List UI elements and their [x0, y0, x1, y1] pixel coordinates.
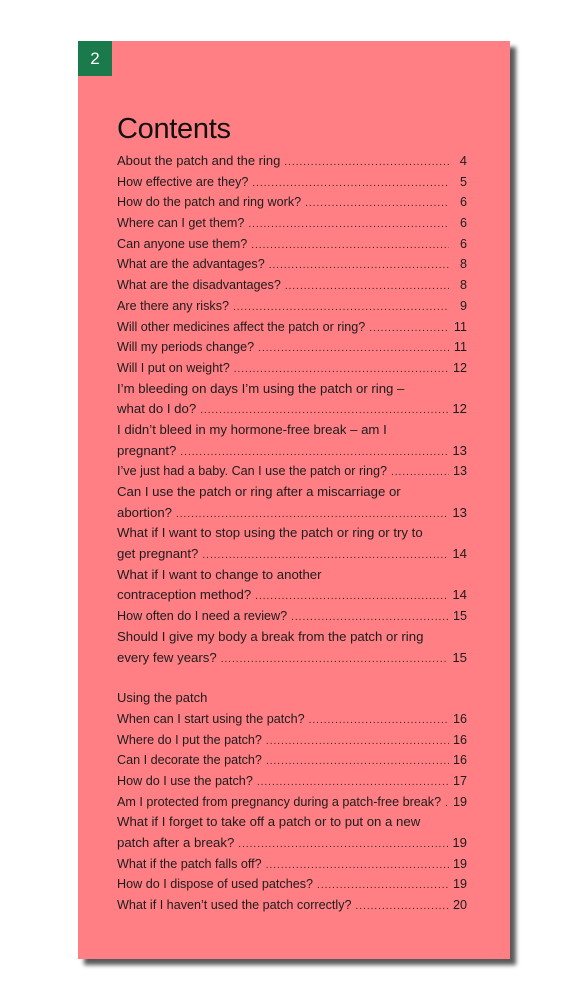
toc-entry[interactable] [117, 895, 467, 916]
toc-entry[interactable] [117, 523, 467, 564]
toc-entry-label: Will my periods change? [117, 340, 255, 355]
table-of-contents [117, 151, 467, 916]
dot-leader [238, 835, 448, 856]
toc-entry-page: 16 [452, 732, 467, 747]
toc-entry[interactable] [117, 358, 467, 379]
dot-leader [305, 194, 449, 215]
toc-entry-label: Where can I get them? [117, 216, 245, 231]
toc-entry-page: 17 [452, 773, 467, 788]
toc-entry[interactable] [117, 172, 467, 193]
dot-leader [233, 298, 449, 319]
dot-leader [266, 752, 449, 773]
dot-leader [258, 339, 449, 360]
dot-leader [445, 794, 449, 815]
toc-entry-page: 19 [452, 856, 467, 871]
dot-leader [251, 236, 449, 257]
toc-entry-label: How effective are they? [117, 174, 249, 189]
dot-leader [221, 650, 449, 671]
toc-entry[interactable] [117, 337, 467, 358]
toc-section-using-patch [117, 709, 467, 916]
toc-entry-page: 6 [459, 236, 467, 251]
toc-entry-label: patch after a break? [117, 835, 235, 850]
toc-entry-line: I didn’t bleed in my hormone-free break – am I [117, 421, 387, 437]
toc-entry-label: How do I dispose of used patches? [117, 877, 314, 892]
toc-entry[interactable] [117, 750, 467, 771]
dot-leader [257, 773, 449, 794]
toc-entry-page: 9 [459, 298, 467, 313]
page-title: Contents [117, 113, 231, 145]
dot-leader [176, 505, 448, 526]
toc-entry[interactable] [117, 874, 467, 895]
section-gap [117, 668, 467, 688]
toc-entry-label: I’ve just had a baby. Can I use the patch or ring? [117, 464, 387, 479]
toc-entry-line: Should I give my body a break from the patch or ring [117, 628, 424, 644]
toc-entry[interactable] [117, 151, 467, 172]
toc-entry-page: 19 [452, 794, 467, 809]
toc-entry-label: get pregnant? [117, 546, 199, 562]
dot-leader [285, 277, 449, 298]
toc-section-title: Using the patch [117, 690, 208, 706]
toc-entry-page: 13 [452, 504, 467, 520]
toc-entry-label: Will I put on weight? [117, 360, 230, 375]
toc-entry-page: 15 [452, 649, 467, 665]
toc-entry[interactable] [117, 254, 467, 275]
toc-entry[interactable] [117, 627, 467, 668]
toc-entry[interactable] [117, 192, 467, 213]
toc-entry-page: 15 [452, 609, 467, 624]
toc-entry-label: Are there any risks? [117, 298, 229, 313]
dot-leader [252, 174, 449, 195]
toc-entry[interactable] [117, 482, 467, 523]
toc-entry-label: What are the advantages? [117, 257, 265, 272]
toc-entry[interactable] [117, 771, 467, 792]
toc-entry[interactable] [117, 234, 467, 255]
toc-entry-line: What if I want to stop using the patch or ring or try to [117, 525, 423, 541]
toc-entry-label: Can anyone use them? [117, 236, 248, 251]
toc-entry-label: What if I haven’t used the patch correctly? [117, 898, 352, 913]
dot-leader [317, 876, 449, 897]
toc-entry[interactable] [117, 317, 467, 338]
toc-entry[interactable] [117, 812, 467, 853]
toc-entry[interactable] [117, 606, 467, 627]
toc-entry-label: pregnant? [117, 442, 177, 458]
toc-entry-page: 6 [459, 195, 467, 210]
toc-entry-label: What are the disadvantages? [117, 278, 281, 293]
toc-entry-page: 11 [453, 340, 467, 355]
toc-entry-label: About the patch and the ring [117, 153, 281, 168]
toc-entry-label: what do I do? [117, 401, 197, 417]
toc-entry-label: abortion? [117, 504, 172, 520]
dot-leader [284, 153, 449, 174]
toc-entry-line: What if I forget to take off a patch or to put on a new [117, 814, 421, 830]
page-number: 2 [90, 48, 100, 68]
toc-entry-page: 12 [452, 360, 467, 375]
toc-entry-page: 8 [459, 257, 467, 272]
toc-entry-line: What if I want to change to another [117, 566, 322, 582]
dot-leader [356, 897, 449, 918]
toc-entry[interactable] [117, 461, 467, 482]
toc-entry-page: 14 [452, 546, 467, 562]
toc-entry-label: How do I use the patch? [117, 773, 253, 788]
dot-leader [234, 360, 449, 381]
toc-entry-page: 19 [452, 877, 467, 892]
toc-entry[interactable] [117, 420, 467, 461]
dot-leader [369, 319, 449, 340]
dot-leader [255, 587, 448, 608]
toc-entry-page: 8 [459, 278, 467, 293]
dot-leader [266, 732, 449, 753]
page-number-badge [78, 41, 112, 76]
toc-entry-page: 19 [452, 835, 467, 850]
dot-leader [309, 711, 449, 732]
toc-entry-page: 13 [452, 442, 467, 458]
toc-entry[interactable] [117, 275, 467, 296]
toc-entry-line: Can I use the patch or ring after a miscarriage or [117, 484, 401, 499]
toc-entry[interactable] [117, 854, 467, 875]
toc-entry-label: What if the patch falls off? [117, 856, 262, 871]
toc-entry[interactable] [117, 379, 467, 420]
dot-leader [391, 463, 449, 484]
toc-entry[interactable] [117, 296, 467, 317]
toc-entry-page: 5 [459, 174, 467, 189]
dot-leader [200, 401, 448, 422]
toc-entry[interactable] [117, 565, 467, 606]
dot-leader [248, 215, 449, 236]
toc-entry-line: I’m bleeding on days I’m using the patch or ring – [117, 380, 405, 396]
toc-entry-label: When can I start using the patch? [117, 711, 305, 726]
toc-entry-label: Where do I put the patch? [117, 732, 262, 747]
toc-entry-page: 14 [452, 587, 467, 603]
toc-entry-label: Will other medicines affect the patch or ring? [117, 319, 366, 334]
toc-entry-page: 12 [452, 401, 467, 417]
dot-leader [202, 546, 448, 567]
toc-entry[interactable] [117, 792, 467, 813]
toc-entry-label: contraception method? [117, 587, 252, 603]
toc-entry-label: How do the patch and ring work? [117, 195, 302, 210]
toc-entry-page: 20 [452, 898, 467, 913]
toc-entry-page: 16 [452, 753, 467, 768]
dot-leader [266, 856, 449, 877]
document-page [78, 41, 510, 959]
toc-entry-page: 16 [452, 711, 467, 726]
toc-entry-page: 11 [453, 319, 467, 334]
toc-entry-page: 13 [452, 464, 467, 479]
toc-entry-label: Can I decorate the patch? [117, 753, 262, 768]
toc-entry-label: Am I protected from pregnancy during a patch-free break? [117, 794, 442, 809]
toc-entry[interactable] [117, 709, 467, 730]
dot-leader [269, 256, 449, 277]
toc-entry-label: How often do I need a review? [117, 609, 288, 624]
toc-entry[interactable] [117, 730, 467, 751]
toc-entry-label: every few years? [117, 649, 217, 665]
dot-leader [180, 443, 448, 464]
toc-entry[interactable] [117, 213, 467, 234]
toc-section-about [117, 151, 467, 668]
dot-leader [291, 608, 449, 629]
toc-entry-page: 6 [459, 216, 467, 231]
toc-entry-page: 4 [459, 153, 467, 168]
